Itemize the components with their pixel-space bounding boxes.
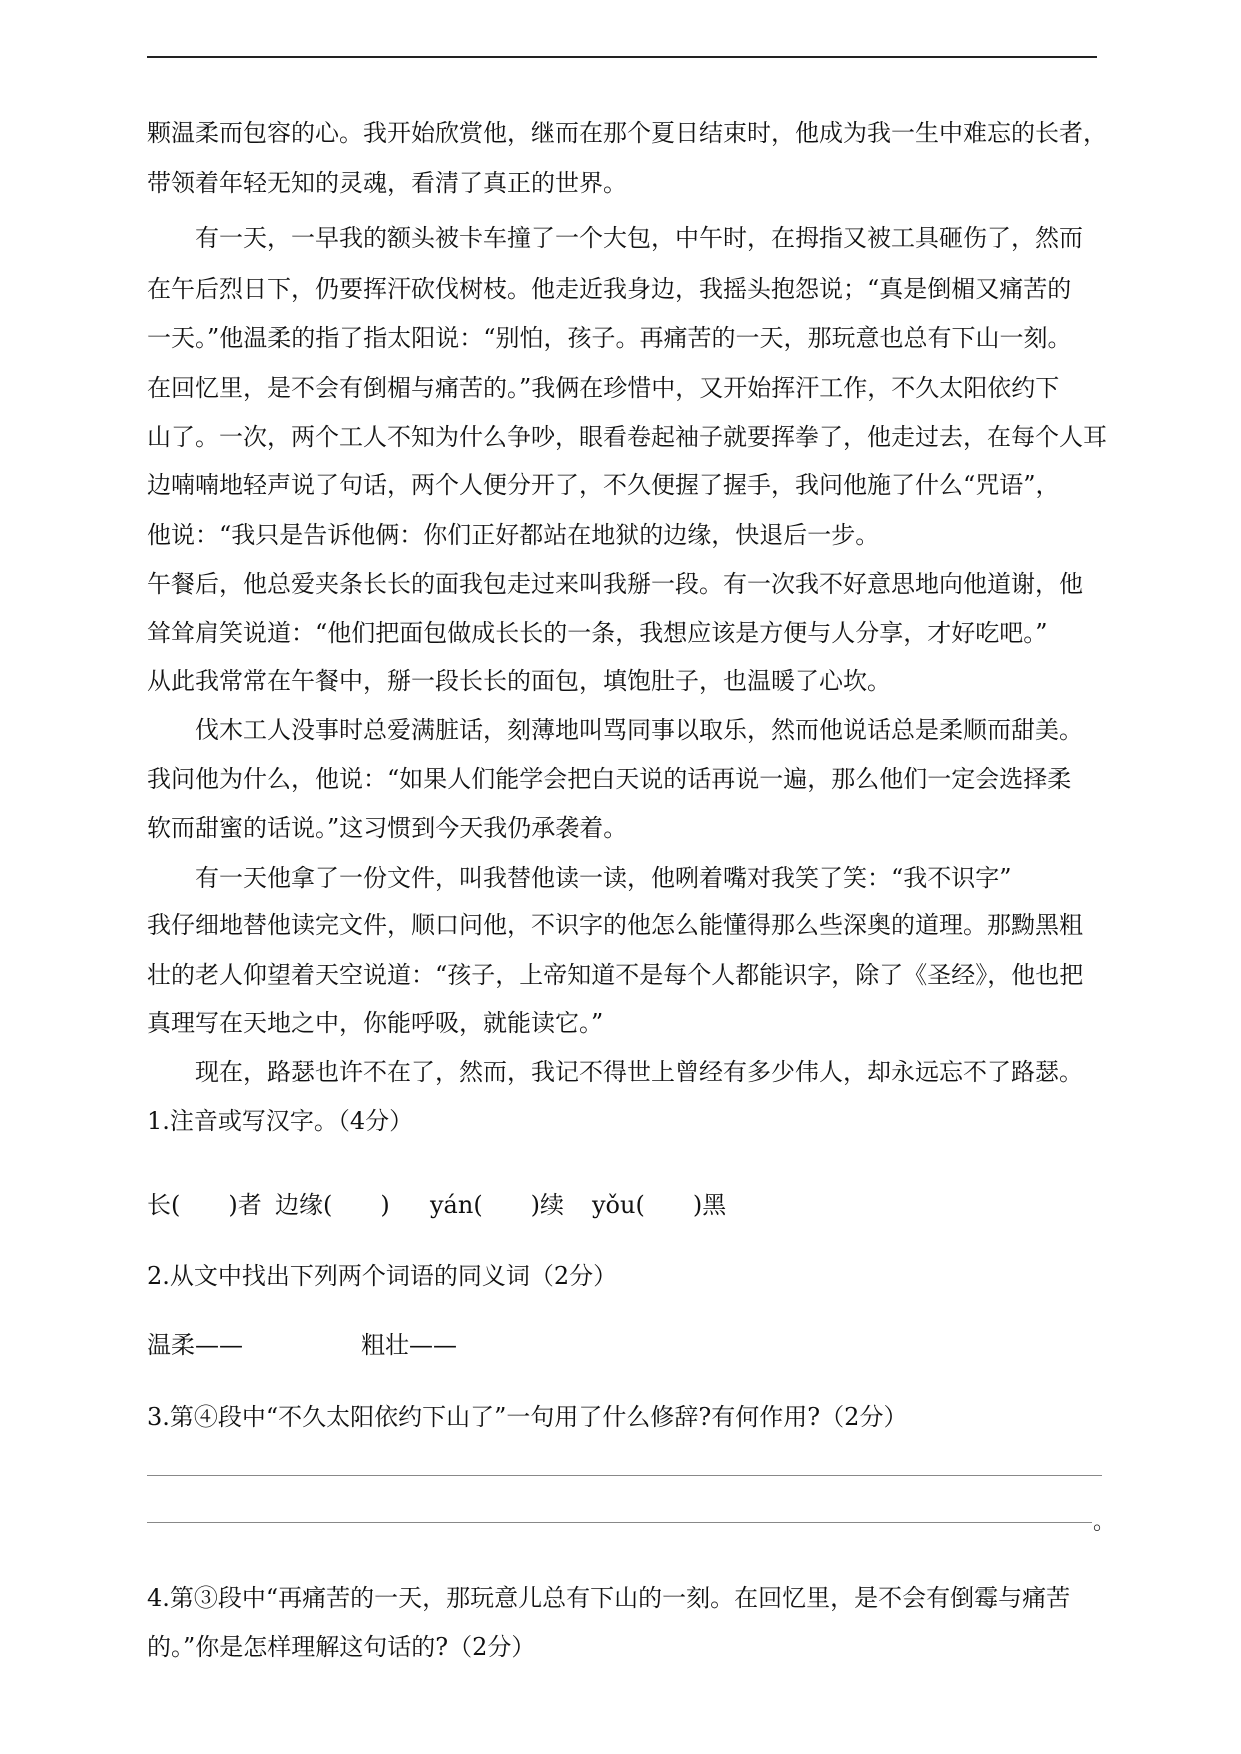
question-1-items [147,1190,726,1220]
answer-end-mark: 。 [1093,1510,1116,1535]
passage-line: 在午后烈日下，仍要挥汗砍伐树枝。他走近我身边，我摇头抱怨说；“真是倒楣又痛苦的 [147,275,1072,303]
q1-item: 边缘( ) [275,1191,390,1219]
passage-line: 边喃喃地轻声说了句话，两个人便分开了，不久便握了握手，我问他施了什么“咒语”， [147,471,1060,499]
passage-line: 有一天他拿了一份文件，叫我替他读一读，他咧着嘴对我笑了笑：“我不识字” [195,864,1012,892]
question-1: 1.注音或写汉字。（4分） [147,1107,414,1135]
header-rule [147,56,1097,58]
q1-item: 长( )者 [147,1191,262,1219]
question-2: 2.从文中找出下列两个词语的同义词（2分） [147,1262,618,1290]
passage-line: 他说：“我只是告诉他俩：你们正好都站在地狱的边缘，快退后一步。 [147,521,880,549]
passage-line: 山了。一次，两个工人不知为什么争吵，眼看卷起袖子就要挥拳了，他走过去，在每个人耳 [147,423,1107,451]
q1-item: yǒu( )黑 [592,1191,727,1219]
question-2-items [147,1330,457,1360]
passage-line: 伐木工人没事时总爱满脏话，刻薄地叫骂同事以取乐，然而他说话总是柔顺而甜美。 [195,716,1083,744]
q2-item: 粗壮—— [361,1331,457,1359]
passage-line: 有一天，一早我的额头被卡车撞了一个大包，中午时，在拇指又被工具砸伤了，然而 [195,224,1083,252]
passage-line: 从此我常常在午餐中，掰一段长长的面包，填饱肚子，也温暖了心坎。 [147,667,891,695]
passage-line: 软而甜蜜的话说。”这习惯到今天我仍承袭着。 [147,814,628,842]
passage-line: 耸耸肩笑说道：“他们把面包做成长长的一条，我想应该是方便与人分享，才好吃吧。” [147,619,1048,647]
passage-line: 一天。”他温柔的指了指太阳说：“别怕，孩子。再痛苦的一天，那玩意也总有下山一刻。 [147,324,1072,352]
answer-line[interactable] [147,1475,1102,1476]
q1-item: yán( )续 [430,1191,565,1219]
passage-line: 在回忆里，是不会有倒楣与痛苦的。”我俩在珍惜中，又开始挥汗工作，不久太阳依约下 [147,374,1060,402]
answer-line[interactable] [147,1522,1092,1523]
passage-line: 带领着年轻无知的灵魂，看清了真正的世界。 [147,169,627,197]
passage-line: 我仔细地替他读完文件，顺口问他，不识字的他怎么能懂得那么些深奥的道理。那黝黑粗 [147,911,1083,939]
passage-line: 真理写在天地之中，你能呼吸，就能读它。” [147,1009,604,1037]
passage-line: 壮的老人仰望着天空说道：“孩子，上帝知道不是每个人都能识字，除了《圣经》，他也把 [147,961,1084,989]
passage-line: 现在，路瑟也许不在了，然而，我记不得世上曾经有多少伟人，却永远忘不了路瑟。 [195,1058,1083,1086]
passage-line: 午餐后，他总爱夹条长长的面我包走过来叫我掰一段。有一次我不好意思地向他道谢，他 [147,570,1083,598]
passage-line: 我问他为什么，他说：“如果人们能学会把白天说的话再说一遍，那么他们一定会选择柔 [147,765,1072,793]
question-4: 4.第③段中“再痛苦的一天，那玩意儿总有下山的一刻。在回忆里，是不会有倒霉与痛苦 [147,1584,1071,1612]
q2-item: 温柔—— [147,1331,243,1359]
passage-line: 颗温柔而包容的心。我开始欣赏他，继而在那个夏日结束时，他成为我一生中难忘的长者， [147,119,1107,147]
question-4-cont: 的。”你是怎样理解这句话的?（2分） [147,1633,536,1661]
question-3: 3.第④段中“不久太阳依约下山了”一句用了什么修辞?有何作用?（2分） [147,1403,908,1431]
